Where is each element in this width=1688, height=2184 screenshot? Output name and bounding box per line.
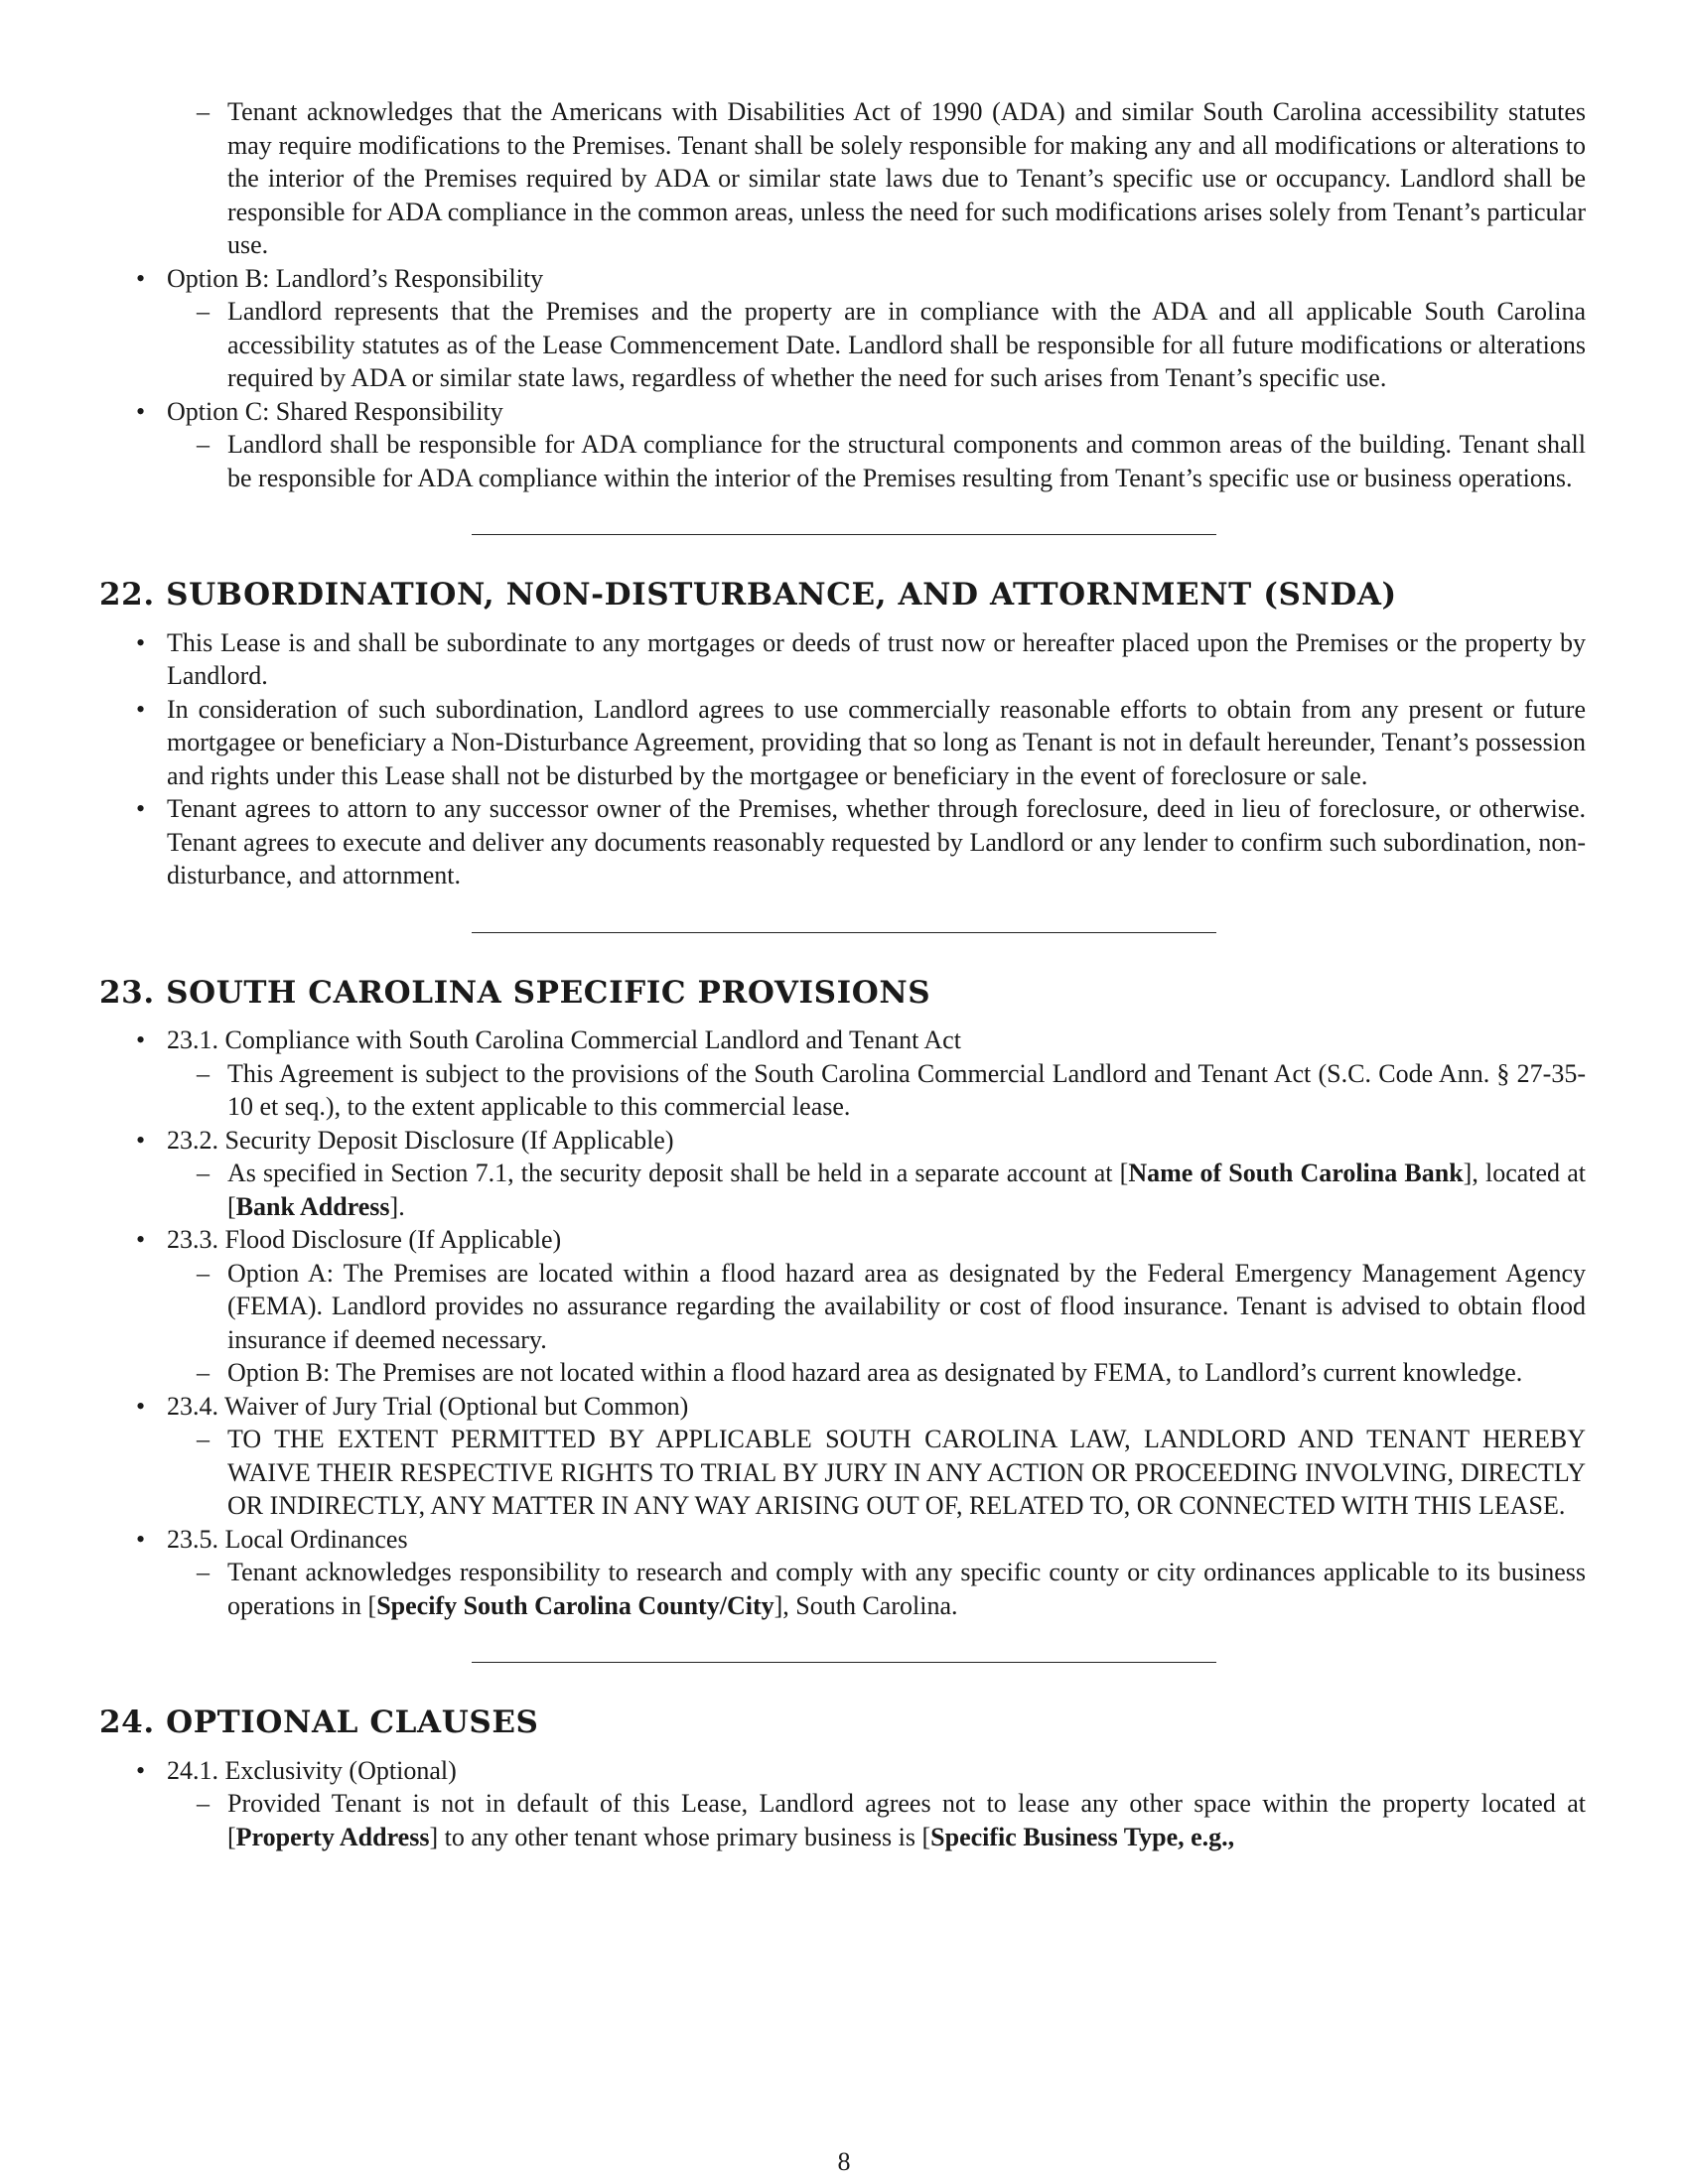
bullet: •: [136, 396, 146, 426]
placeholder-bank-name: Name of South Carolina Bank: [1128, 1159, 1464, 1187]
list-item: [167, 1057, 1589, 1124]
sublist: [167, 1787, 1589, 1853]
dash-bullet: –: [197, 1789, 210, 1818]
list-item: [99, 792, 1589, 892]
dash-bullet: –: [197, 430, 210, 459]
item-23-1-text: This Agreement is subject to the provisions of the South Carolina Commercial Landlord and Tenant Act (S.C. Code Ann. § 27-35-10 et seq.), to the extent applicable to this commercial lease.: [227, 1058, 1586, 1121]
text-run: As specified in Section 7.1, the security deposit shall be held in a separate account at [: [227, 1159, 1129, 1187]
sublist: [167, 428, 1589, 494]
item-23-3-option-b: Option B: The Premises are not located within a flood hazard area as designated by FEMA, to Landlord’s current knowledge.: [227, 1358, 1523, 1387]
placeholder-bank-address: Bank Address: [235, 1191, 390, 1221]
bullet: •: [136, 1755, 146, 1785]
bullet: •: [136, 1025, 146, 1054]
dash-bullet: –: [197, 1358, 210, 1387]
text-run: Provided Tenant is not in default of this Lease, Landlord agrees not to lease any other space within the property located at [: [227, 1789, 1586, 1851]
ada-option-a-text: Tenant acknowledges that the Americans with Disabilities Act of 1990 (ADA) and similar South Carolina accessibility statutes may require modifications to the Premises. Tenant shall be solely responsible for making any and all modifications or alterations to the interior of the Premises required by ADA or similar state laws due to Tenant’s specific use or occupancy. Landlord shall be responsible for ADA compliance in the common areas, unless the need for such modifications arises solely from Tenant’s particular use.: [227, 97, 1586, 259]
bullet: •: [136, 694, 146, 724]
section-divider: [472, 1662, 1216, 1663]
list-item: [167, 1787, 1589, 1853]
section-24-list: [99, 1754, 1589, 1854]
list-item: [99, 626, 1589, 693]
list-item: [99, 1024, 1589, 1124]
item-23-3-label: 23.3. Flood Disclosure (If Applicable): [167, 1225, 562, 1254]
sublist: [167, 1556, 1589, 1622]
text-run: ], located at [: [227, 1159, 1586, 1221]
ada-option-c-label: Option C: Shared Responsibility: [167, 396, 503, 426]
list-item: [167, 1423, 1589, 1523]
section-23-heading: 23. SOUTH CAROLINA SPECIFIC PROVISIONS: [99, 974, 931, 1011]
sublist: [167, 1257, 1589, 1390]
text-run: Tenant acknowledges responsibility to research and comply with any specific county or city ordinances applicable to its business operations in [: [227, 1558, 1586, 1620]
bullet: •: [136, 1125, 146, 1155]
section-23-list: [99, 1024, 1589, 1622]
sublist: [167, 1157, 1589, 1223]
dash-bullet: –: [197, 1558, 210, 1586]
list-item: [167, 1556, 1589, 1622]
item-23-2-label: 23.2. Security Deposit Disclosure (If Applicable): [167, 1125, 674, 1155]
section-22-list: [99, 626, 1589, 892]
item-23-5-label: 23.5. Local Ordinances: [167, 1524, 408, 1554]
text-run: ].: [389, 1191, 405, 1221]
section-22-p2: In consideration of such subordination, Landlord agrees to use commercially reasonable efforts to obtain from any present or future mortgagee or beneficiary a Non-Disturbance Agreement, providing that so long as Tenant is not in default hereunder, Tenant’s possession and rights under this Lease shall not be disturbed by the mortgagee or beneficiary in the event of foreclosure or sale.: [167, 694, 1586, 790]
list-item: [167, 428, 1589, 494]
ada-option-b-text: Landlord represents that the Premises and the property are in compliance with the ADA and all applicable South Carolina accessibility statutes as of the Lease Commencement Date. Landlord shall be responsible for all future modifications or alterations required by ADA or similar state laws, regardless of whether the need for such arises from Tenant’s specific use.: [227, 297, 1586, 392]
bullet: •: [136, 794, 146, 823]
list-item: [167, 1157, 1589, 1223]
item-23-2-text: [227, 1157, 1586, 1223]
list-item: [99, 1124, 1589, 1224]
item-23-1-label: 23.1. Compliance with South Carolina Commercial Landlord and Tenant Act: [167, 1025, 961, 1054]
item-24-1-label: 24.1. Exclusivity (Optional): [167, 1755, 457, 1785]
item-23-3-option-a: Option A: The Premises are located within a flood hazard area as designated by the Federal Emergency Management Agency (FEMA). Landlord provides no assurance regarding the availability or cost of flood insurance. Tenant is advised to obtain flood insurance if deemed necessary.: [227, 1258, 1586, 1354]
ada-options-list: [99, 95, 1589, 494]
section-divider: [472, 534, 1216, 535]
sublist: [167, 1057, 1589, 1124]
dash-bullet: –: [197, 1425, 210, 1453]
text-run: ] to any other tenant whose primary business is [: [429, 1822, 931, 1851]
item-23-4-label: 23.4. Waiver of Jury Trial (Optional but Common): [167, 1391, 689, 1421]
list-item: [99, 1523, 1589, 1623]
placeholder-property-address: Property Address: [235, 1822, 430, 1851]
section-22-p1: This Lease is and shall be subordinate to any mortgages or deeds of trust now or hereafter placed upon the Premises or the property by Landlord.: [167, 627, 1586, 690]
list-item: [99, 262, 1589, 395]
text-run: ], South Carolina.: [774, 1590, 958, 1620]
list-item: [99, 1223, 1589, 1390]
bullet: •: [136, 1225, 146, 1254]
item-24-1-text: [227, 1787, 1586, 1853]
section-22-p3: Tenant agrees to attorn to any successor owner of the Premises, whether through foreclosure, deed in lieu of foreclosure, or otherwise. Tenant agrees to execute and deliver any documents reasonably requested by Landlord or any lender to confirm such subordination, non-disturbance, and attornment.: [167, 794, 1586, 889]
dash-bullet: –: [197, 297, 210, 326]
bullet: •: [136, 1524, 146, 1554]
list-item: [99, 1390, 1589, 1523]
section-divider: [472, 932, 1216, 933]
sublist: [167, 1423, 1589, 1523]
section-22-heading: 22. SUBORDINATION, NON-DISTURBANCE, AND ATTORNMENT (SNDA): [99, 577, 1397, 613]
list-item: [167, 1356, 1589, 1390]
bullet: •: [136, 627, 146, 657]
list-item: [99, 693, 1589, 793]
item-23-4-text: TO THE EXTENT PERMITTED BY APPLICABLE SOUTH CAROLINA LAW, LANDLORD AND TENANT HEREBY WAIVE THEIR RESPECTIVE RIGHTS TO TRIAL BY JURY IN ANY ACTION OR PROCEEDING INVOLVING, DIRECTLY OR INDIRECTLY, ANY MATTER IN ANY WAY ARISING OUT OF, RELATED TO, OR CONNECTED WITH THIS LEASE.: [227, 1425, 1586, 1520]
section-24-heading: 24. OPTIONAL CLAUSES: [99, 1705, 539, 1740]
bullet: •: [136, 1391, 146, 1421]
dash-bullet: –: [197, 1159, 210, 1187]
list-item: [99, 95, 1589, 262]
dash-bullet: –: [197, 1258, 210, 1288]
dash-bullet: –: [197, 1058, 210, 1088]
bullet: •: [136, 263, 146, 293]
list-item: [167, 295, 1589, 395]
dash-bullet: –: [197, 97, 210, 126]
sublist: [167, 295, 1589, 395]
placeholder-county-city: Specify South Carolina County/City: [376, 1590, 774, 1620]
ada-option-b-label: Option B: Landlord’s Responsibility: [167, 263, 544, 293]
list-item: [167, 1257, 1589, 1357]
ada-option-c-text: Landlord shall be responsible for ADA compliance for the structural components and common areas of the building. Tenant shall be responsible for ADA compliance within the interior of the Premises resulting from Tenant’s specific use or business operations.: [227, 430, 1586, 492]
page-number: 8: [837, 2147, 851, 2176]
placeholder-business-type: Specific Business Type, e.g.,: [930, 1822, 1235, 1851]
list-item: [99, 1754, 1589, 1854]
list-item: [99, 395, 1589, 495]
item-23-5-text: [227, 1556, 1586, 1622]
document-page: [99, 95, 1589, 1853]
